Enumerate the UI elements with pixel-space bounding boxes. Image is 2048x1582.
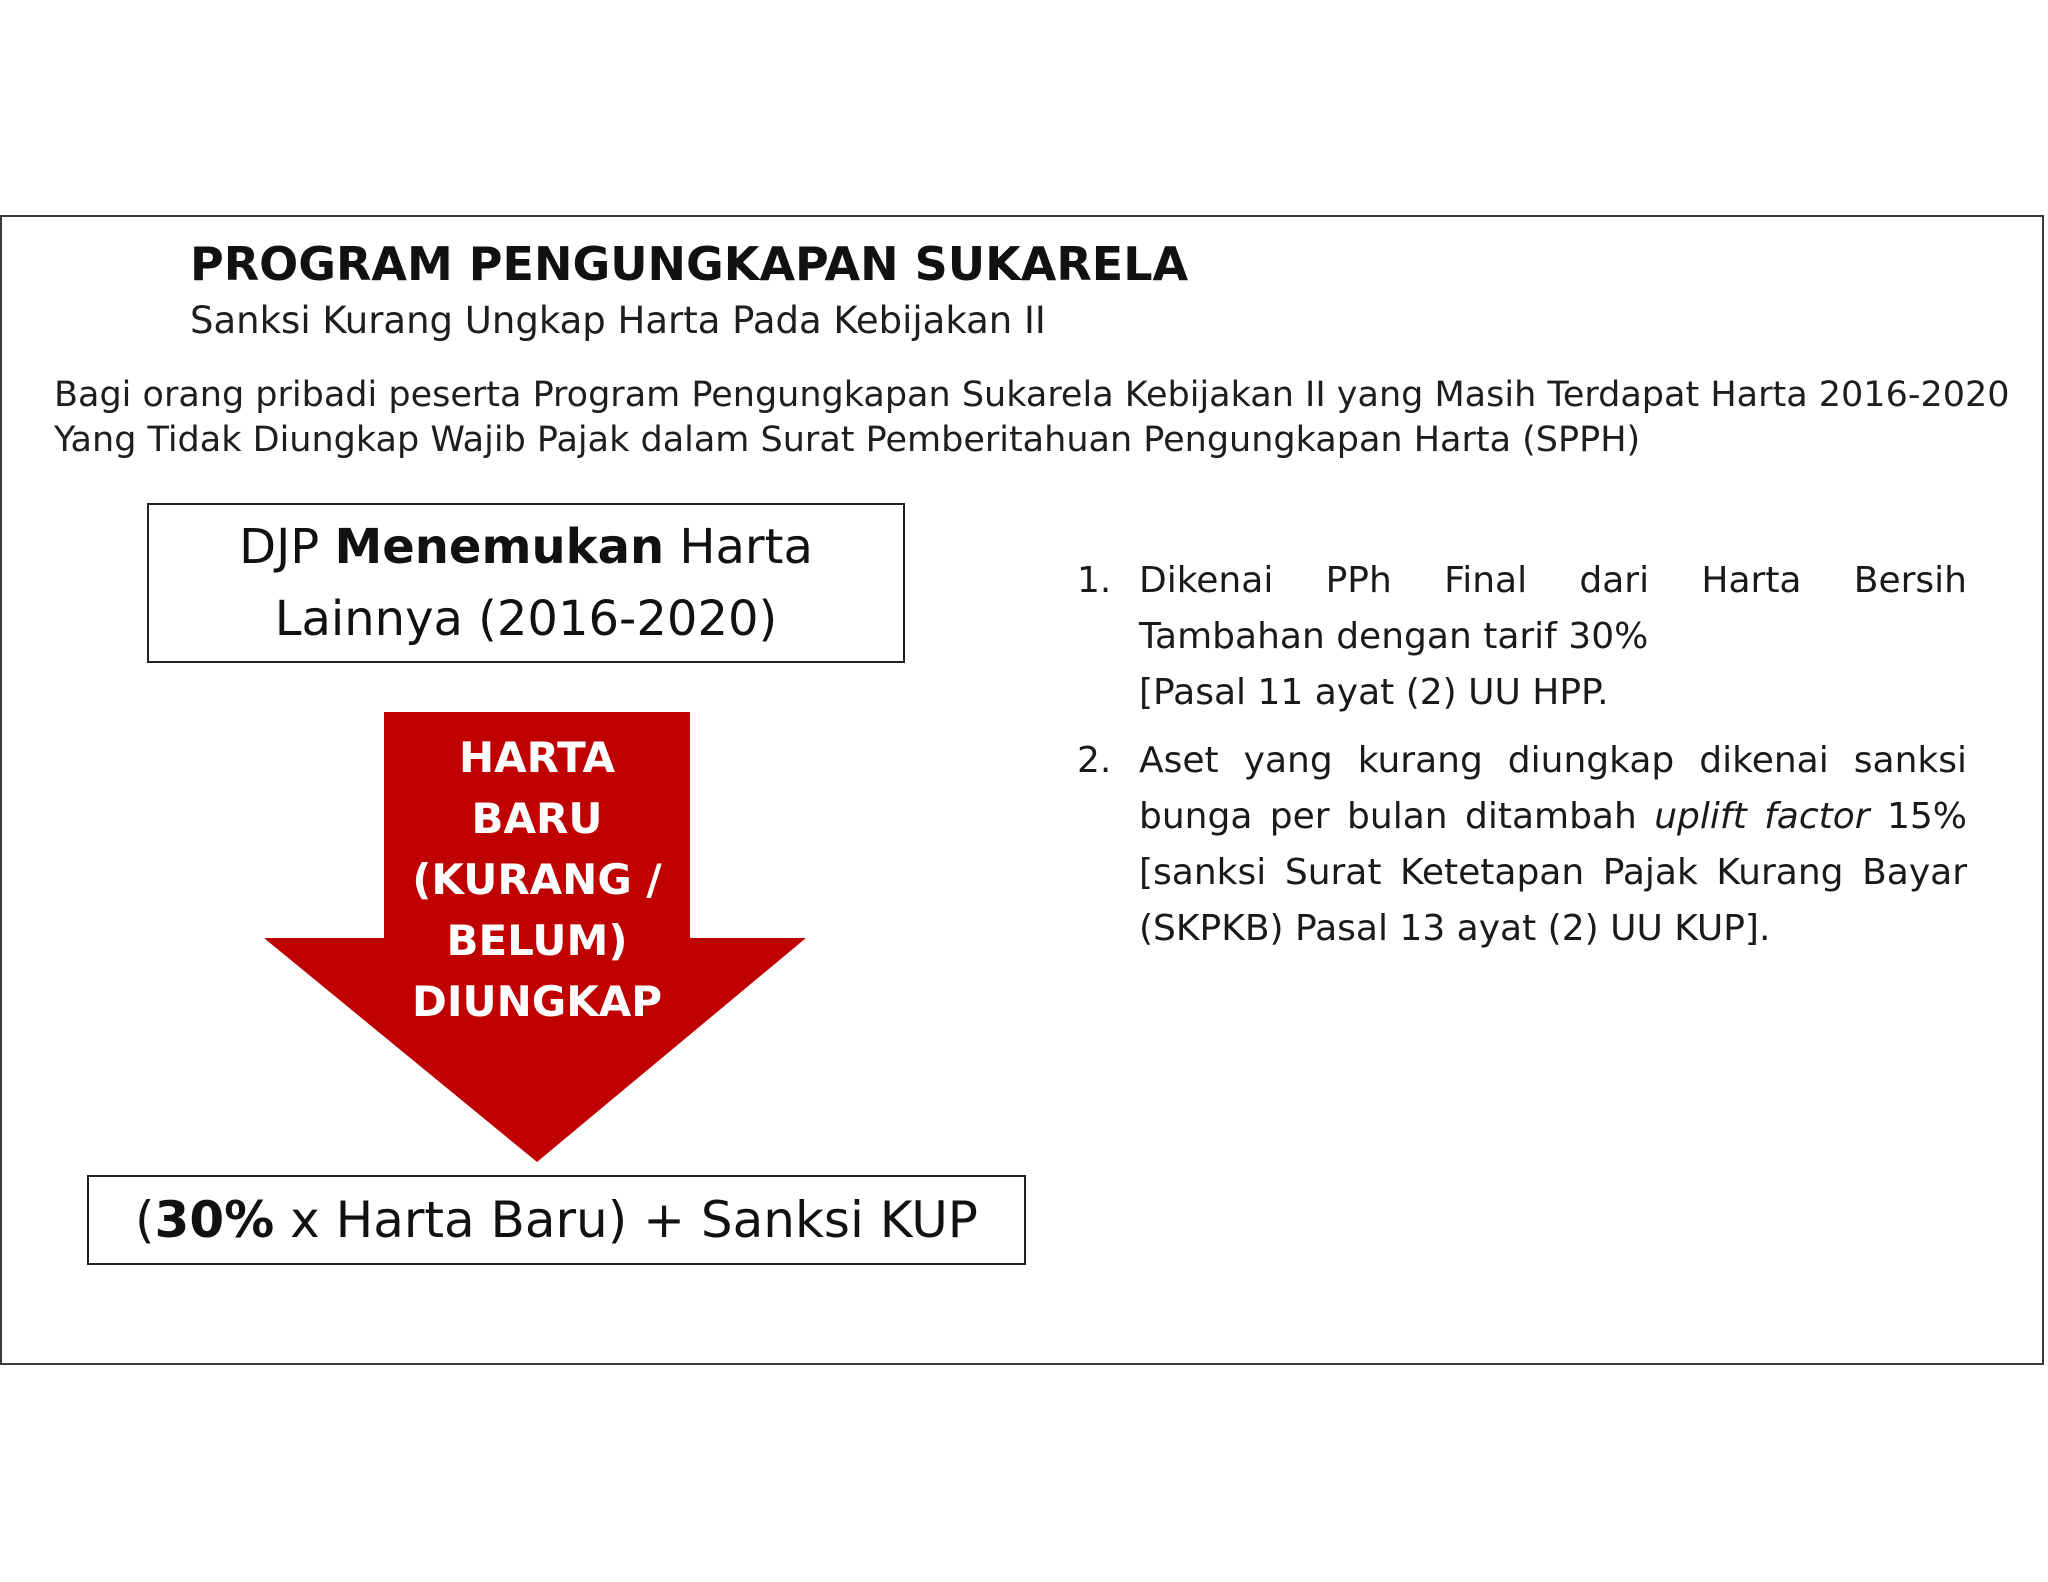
intro-line-1: Bagi orang pribadi peserta Program Pengungkapan Sukarela Kebijakan II yang Masih Terdapat Harta 2016-2020: [54, 375, 2010, 415]
djp-bold-word: Menemukan: [334, 519, 665, 575]
formula-box: [87, 1175, 1026, 1265]
djp-finding-box: [147, 503, 905, 663]
arrow-line-2: BARU: [471, 794, 603, 843]
djp-line-2: Lainnya (2016-2020): [274, 591, 778, 647]
point-2-line-2-pre: bunga per bulan ditambah: [1139, 796, 1655, 837]
point-2-line-2: [1139, 789, 1967, 845]
slide-subtitle: Sanksi Kurang Ungkap Harta Pada Kebijakan II: [190, 299, 1046, 342]
point-1-line-1: Dikenai PPh Final dari Harta Bersih: [1139, 560, 1967, 601]
arrow-line-5: DIUNGKAP: [411, 977, 663, 1026]
sanction-points-list: [1077, 553, 1967, 969]
formula-rest: x Harta Baru) + Sanksi KUP: [274, 1191, 978, 1249]
list-item: [1077, 553, 1967, 721]
djp-suffix: Harta: [664, 519, 813, 575]
formula-rate: 30%: [154, 1191, 275, 1249]
point-2-line-4: (SKPKB) Pasal 13 ayat (2) UU KUP].: [1139, 908, 1771, 949]
point-1-line-3: [Pasal 11 ayat (2) UU HPP.: [1139, 672, 1609, 713]
point-2-line-2-post: 15%: [1869, 796, 1967, 837]
arrow-line-3: (KURANG /: [412, 855, 662, 904]
arrow-line-4: BELUM): [446, 916, 628, 965]
slide-title: PROGRAM PENGUNGKAPAN SUKARELA: [190, 237, 1189, 291]
point-2-line-1: Aset yang kurang diungkap dikenai sanksi: [1139, 740, 1967, 781]
djp-line-1: [149, 511, 903, 583]
arrow-line-1: HARTA: [458, 733, 615, 782]
intro-line-2: Yang Tidak Diungkap Wajib Pajak dalam Surat Pemberitahuan Pengungkapan Harta (SPPH): [54, 420, 1641, 460]
arrow-label: [384, 727, 690, 1032]
point-1-line-2: Tambahan dengan tarif 30%: [1139, 616, 1649, 657]
list-item: [1077, 733, 1967, 957]
point-2-uplift-term: uplift factor: [1654, 796, 1870, 837]
formula-open: (: [135, 1191, 155, 1249]
list-item-number: 2.: [1077, 740, 1112, 781]
djp-prefix: DJP: [239, 519, 335, 575]
slide-frame: [0, 215, 2044, 1365]
list-item-number: 1.: [1077, 560, 1112, 601]
point-2-line-3: [sanksi Surat Ketetapan Pajak Kurang Bayar: [1139, 852, 1967, 893]
intro-paragraph: [54, 373, 2014, 463]
